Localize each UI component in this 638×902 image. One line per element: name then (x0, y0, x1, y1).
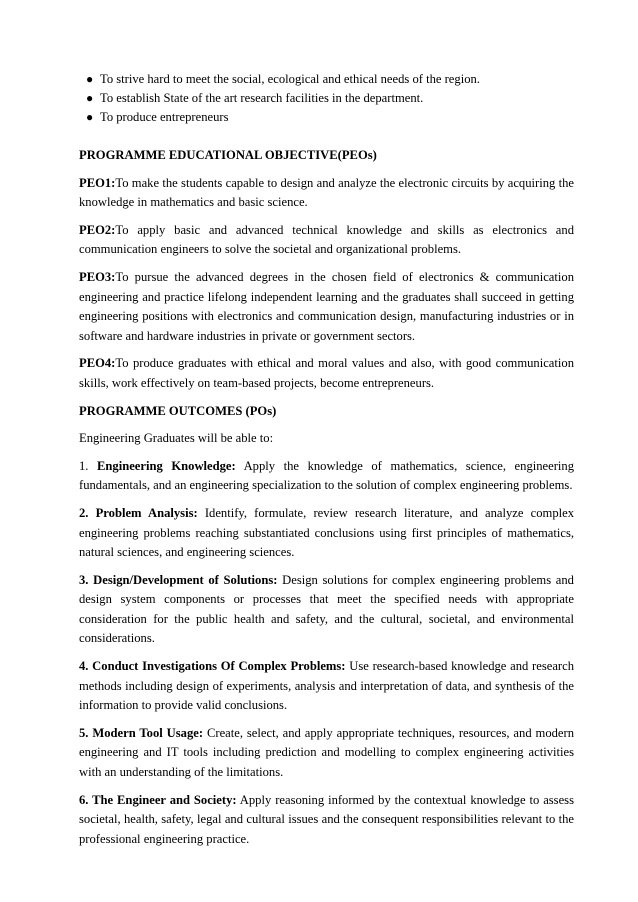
peo-heading: PROGRAMME EDUCATIONAL OBJECTIVE(PEOs) (79, 148, 377, 162)
peo-paragraph (79, 354, 574, 393)
po-paragraph (79, 724, 574, 783)
peo-text: To apply basic and advanced technical knowledge and skills as electronics and communication engineers to solve the societal and organizational problems. (79, 222, 574, 257)
po-text: Create, select, and apply appropriate techniques, resources, and modern engineering and IT tools including prediction and modelling to complex engineering activities with an understanding of the limitations. (79, 725, 575, 780)
peo-text: To make the students capable to design and analyze the electronic circuits by acquiring the knowledge in mathematics and basic science. (79, 175, 574, 210)
peo-text: To pursue the advanced degrees in the chosen field of electronics & communication engineering and practice lifelong independent learning and the graduates shall succeed in getting engineering positions with electronics and communication design, manufacturing industries or in software and hardware industries in private or government sectors. (79, 269, 574, 343)
bullet-text: To produce entrepreneurs (100, 110, 229, 124)
po-text: Use research-based knowledge and research methods including design of experiments, analysis and interpretation of data, and synthesis of the information to provide valid conclusions. (79, 659, 575, 713)
po-paragraph (79, 791, 574, 850)
bullet-list (79, 70, 574, 127)
po-label: 2. Problem Analysis: (79, 505, 198, 520)
po-label: 4. Conduct Investigations Of Complex Problems: (79, 659, 346, 674)
peo-paragraph (79, 221, 574, 260)
po-label: 5. Modern Tool Usage: (79, 725, 204, 740)
peo-paragraph (79, 174, 574, 213)
peo-label: PEO4: (79, 356, 116, 371)
peo-label: PEO3: (79, 269, 116, 284)
po-intro: Engineering Graduates will be able to: (79, 431, 274, 446)
po-paragraph (79, 571, 574, 649)
po-text: Identify, formulate, review research literature, and analyze complex engineering problems reaching substantiated conclusions using first principles of mathematics, natural sciences, and engineering sciences. (79, 505, 575, 560)
document-page (79, 70, 574, 849)
bullet-text: To strive hard to meet the social, ecological and ethical needs of the region. (100, 72, 480, 86)
po-text: Design solutions for complex engineering problems and design system components or processes that meet the specified needs with appropriate consideration for the public health and safety, and the cultural, societal, and environmental considerations. (79, 572, 574, 646)
peo-paragraph (79, 268, 574, 346)
bullet-text: To establish State of the art research facilities in the department. (100, 91, 424, 105)
po-label: 3. Design/Development of Solutions: (79, 572, 278, 587)
po-label: Engineering Knowledge: (97, 458, 236, 473)
po-label: 6. The Engineer and Society: (79, 792, 237, 807)
bullet-icon: ● (86, 72, 94, 86)
po-paragraph (79, 457, 574, 496)
peo-label: PEO2: (79, 222, 116, 237)
po-paragraph (79, 657, 574, 716)
peo-text: To produce graduates with ethical and moral values and also, with good communication skills, work effectively on team-based projects, become entrepreneurs. (79, 356, 574, 390)
po-text: Apply reasoning informed by the contextual knowledge to assess societal, health, safety, legal and cultural issues and the consequent responsibilities relevant to the professional engineering practice. (79, 792, 574, 846)
list-item (79, 108, 574, 127)
list-item (79, 89, 574, 108)
po-number: 1. (79, 458, 98, 473)
po-heading: PROGRAMME OUTCOMES (POs) (79, 403, 277, 418)
po-text: Apply the knowledge of mathematics, science, engineering fundamentals, and an engineering specialization to the solution of complex engineering problems. (79, 458, 575, 493)
po-paragraph (79, 504, 574, 563)
peo-label: PEO1: (79, 175, 116, 190)
bullet-icon: ● (86, 110, 94, 124)
bullet-icon: ● (86, 91, 94, 105)
list-item (79, 70, 574, 89)
